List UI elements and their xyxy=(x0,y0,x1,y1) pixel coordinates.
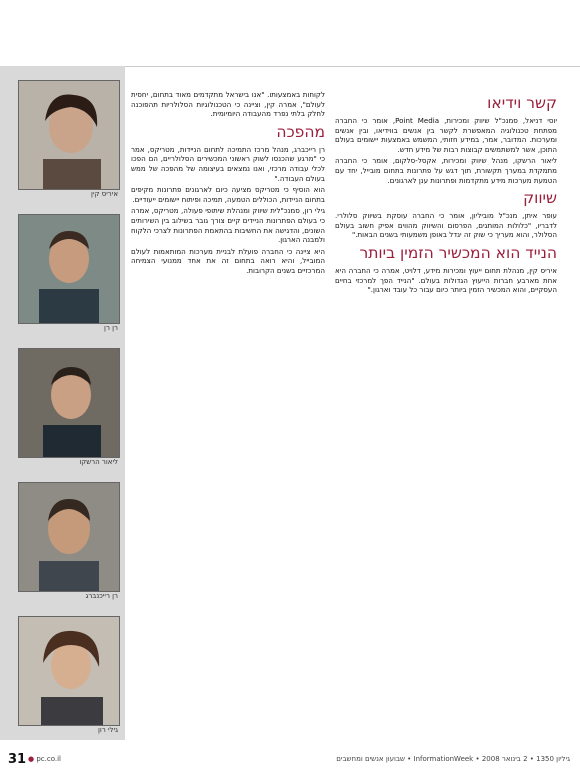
portrait-photo xyxy=(18,80,120,190)
paragraph: איריס קין, מנהלת תחום ייעוץ ומכירות מידע, דלויט, אמרה כי החברה היא אחת מארבע חברות הייעוץ הגדולות בעולם. "הנייד הפך למרכזי בחיים העסקיים, והוא המכשיר הזמין ביותר כיום עבור כל עובד וארגון." xyxy=(335,265,557,295)
paragraph: היא ציינה כי החברה פועלת לבניית מערכות המותאמות לעולם המובייל, והיא רואה בתחום זה את אחד ממנועי הצמיחה המרכזיים בשנים הקרובות. xyxy=(131,246,325,275)
photo-caption: ליאור הרשקו xyxy=(79,458,118,466)
paragraph: גילי רון, סמנכ"לית שיווק ומנהלת שיתופי פעולה, מטריקס, אמרה כי בעולם הפתרונות הניידים קיים צורך גובר בשילוב בין השירותים השונים, והדגישה את החשיבות בהתאמת הפתרונות לצרכי הלקוח ולמבנה הארגון. xyxy=(131,206,325,245)
photo-sidebar xyxy=(0,66,125,740)
section-heading: הנייד הוא המכשיר הזמין ביותר xyxy=(359,243,557,262)
paragraph: יוסי דניאל, סמנכ"ל שיווק ומכירות, Point Media, אומר כי החברה מפתחת טכנולוגיה המאפשרת לקשר בין אנשים בווידיאו, ובין אנשים ומערכות. המדובר, אמר, במידע חזותי, המשמש באמצעות יישומים בעולם התוכן, אשר למשתמשים קבוצות רבות של מידע חדש. xyxy=(335,116,557,154)
section-heading: קשר וידיאו xyxy=(487,94,557,112)
portrait-photo xyxy=(18,482,120,592)
photo-caption: גילי רון xyxy=(98,726,118,734)
photo-caption: רן רייכנברג xyxy=(85,592,118,600)
portrait-photo xyxy=(18,616,120,726)
footer-issue: גיליון 1350 • 2 בינואר 2008 • InformationWeek • שבועון אנשים ומחשבים xyxy=(336,755,570,763)
portrait-photo xyxy=(18,214,120,324)
section-heading: מהפכה xyxy=(276,122,325,141)
section-heading: שיווק xyxy=(523,189,557,208)
middle-column xyxy=(131,90,325,278)
paragraph: ליאור הרשקו, מנהל שיווק ומכירות, אקסל-סלקום, אומר כי החברה מתמקדת במערך תקשורת, תוך דגש על פתרונות בתחום מובייל, יחד עם הטמעת מערכות מידע מתקדמות ופתרונות ענן לארגונים. xyxy=(335,156,557,185)
portrait-photo xyxy=(18,348,120,458)
photo-caption: רן רן xyxy=(104,324,118,332)
footer-site: ● pc.co.il xyxy=(28,755,61,763)
right-column xyxy=(335,90,557,297)
paragraph: הוא הוסיף כי מטריקס מציעה כיום לארגונים פתרונות מקיפים בתחום הניידות, הכוללים הטמעה, תמיכה ופיתוח יישומים ייעודיים. xyxy=(131,185,325,204)
paragraph: עופר איתן, מנכ"ל מוביליון, אומר כי החברה עוסקת בשיווק סלולרי. לדבריו, "כלולות המותגים, הפרסום והשיווק מהווים אפיק חשוב בעולם הסלולר, והוא מעריך כי שוק זה יגדל באופן משמעותי בשנים הבאות." xyxy=(335,211,557,240)
photo-caption: איריס קין xyxy=(91,190,118,198)
paragraph: רן רייכברג, מנהל מרכז התמיכה לתחום הניידות, מטריקס, אמר כי "מרגע שהכנסו לשוק ראשוני המכשירים הסלולריים, הם הפכו לכלי עבודה מרכזי, ואנו נמצאים בעיצומה של מהפכה של ממש בעולם העבודה." xyxy=(131,144,325,183)
paragraph: לקוחות באמצעותו. "אנו בישראל מתקדמים מאוד בתחום, יחסית לעולם", אמרה קין, וציינה כי הטכנולוגיות הסלולריות תהפוכנה לחלק בלתי נפרד מהעבודה היומיומית. xyxy=(131,90,325,119)
page-footer xyxy=(0,752,580,774)
page-number: 31 xyxy=(8,752,27,767)
